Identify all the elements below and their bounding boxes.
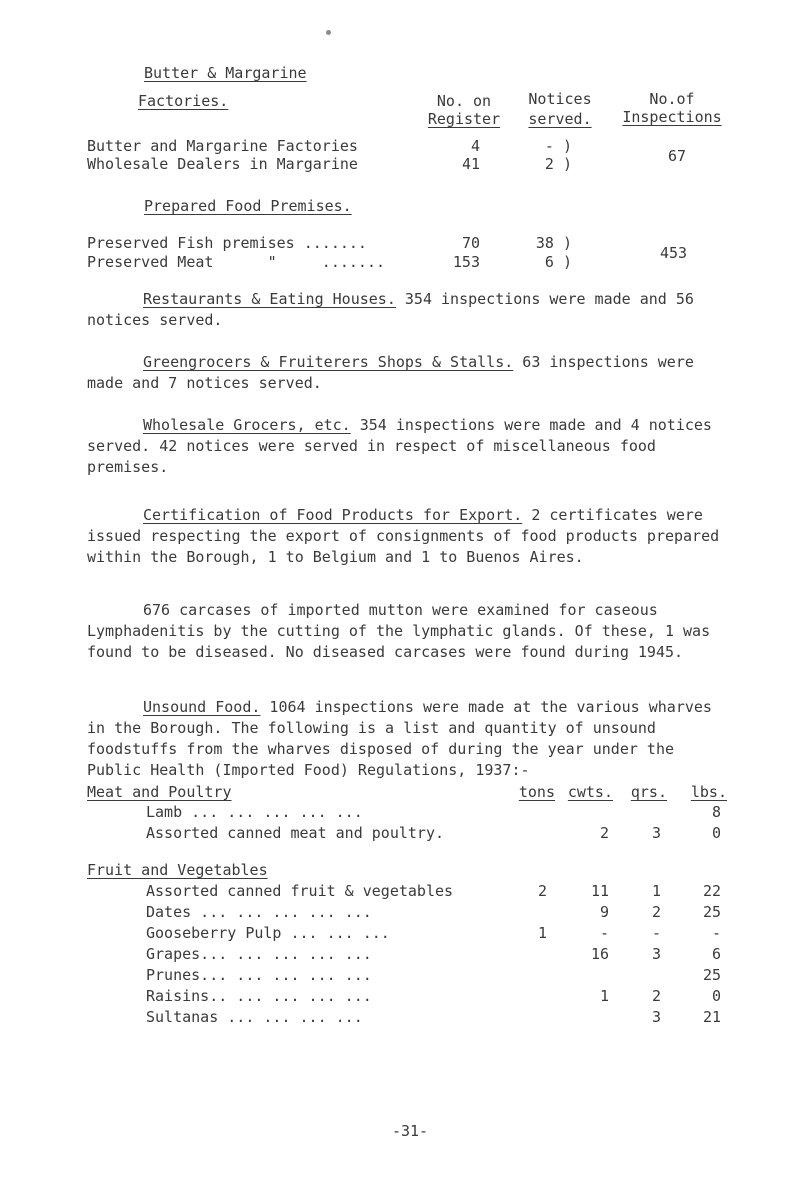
header-inspections-line1: No.of xyxy=(649,90,695,108)
food-item-cwts: 16 xyxy=(590,945,609,963)
food-item-cwts: 11 xyxy=(590,882,609,900)
food-item-lbs: 0 xyxy=(711,824,721,842)
paragraph-certification xyxy=(87,505,737,568)
food-item-label: Grapes... ... ... ... ... xyxy=(146,945,372,963)
food-item-label: Assorted canned meat and poultry. xyxy=(146,824,445,842)
header-notices-line2: served. xyxy=(528,110,592,128)
paragraph-unsound xyxy=(87,697,737,781)
butter-row-notices: 2 ) xyxy=(544,155,572,173)
unsound-heading: Unsound Food. xyxy=(143,698,261,716)
food-item-cwts: 1 xyxy=(599,987,609,1005)
prepared-row-notices: 38 ) xyxy=(535,234,572,252)
food-item-label: Assorted canned fruit & vegetables xyxy=(146,882,454,900)
prepared-row-notices: 6 ) xyxy=(544,253,572,271)
column-tons: tons xyxy=(518,783,555,801)
food-item-label: Prunes... ... ... ... ... xyxy=(146,966,372,984)
butter-heading-line1: Butter & Margarine xyxy=(144,64,307,82)
food-item-qrs: 2 xyxy=(651,903,661,921)
column-qrs: qrs. xyxy=(630,783,667,801)
food-item-lbs: 22 xyxy=(702,882,721,900)
food-item-cwts: 9 xyxy=(599,903,609,921)
food-item-qrs: 3 xyxy=(651,1008,661,1026)
food-item-lbs: 25 xyxy=(702,966,721,984)
prepared-heading: Prepared Food Premises. xyxy=(144,197,352,215)
column-cwts: cwts. xyxy=(567,783,613,801)
prepared-row-label: Preserved Meat " ....... xyxy=(87,253,386,271)
paragraph-wholesale xyxy=(87,415,737,478)
prepared-row-label: Preserved Fish premises ....... xyxy=(87,234,367,252)
food-item-lbs: - xyxy=(711,924,721,942)
ink-spot xyxy=(326,30,331,35)
certification-heading: Certification of Food Products for Export. xyxy=(143,506,523,524)
column-lbs: lbs. xyxy=(690,783,727,801)
food-item-lbs: 0 xyxy=(711,987,721,1005)
unsound-text: 1064 inspections were made at the various wharves in the Borough. The following is a list and quantity of unsound foodstuffs from the wharves disposed of during the year under the Public Health (Imported Food) Regulations, 1937:- xyxy=(87,698,712,779)
fruit-veg-heading: Fruit and Vegetables xyxy=(87,861,268,879)
food-item-tons: 1 xyxy=(537,924,547,942)
food-item-cwts: - xyxy=(599,924,609,942)
food-item-label: Dates ... ... ... ... ... xyxy=(146,903,372,921)
paragraph-greengrocers xyxy=(87,352,737,394)
header-register-line1: No. on xyxy=(436,92,492,110)
butter-row-register: 41 xyxy=(461,155,480,173)
food-item-qrs: 1 xyxy=(651,882,661,900)
food-item-label: Gooseberry Pulp ... ... ... xyxy=(146,924,390,942)
header-register-line2: Register xyxy=(427,110,501,128)
food-item-tons: 2 xyxy=(537,882,547,900)
prepared-inspections-value: 453 xyxy=(660,244,688,262)
butter-inspections-value: 67 xyxy=(668,147,687,165)
food-item-lbs: 21 xyxy=(702,1008,721,1026)
header-notices-line1: Notices xyxy=(528,90,592,108)
butter-row-register: 4 xyxy=(470,137,480,155)
paragraph-restaurants xyxy=(87,289,737,331)
page-number: -31- xyxy=(391,1122,429,1140)
greengrocers-text: 63 inspections were made and 7 notices served. xyxy=(87,353,694,392)
food-item-lbs: 8 xyxy=(711,803,721,821)
food-item-qrs: 3 xyxy=(651,824,661,842)
butter-heading-line2: Factories. xyxy=(138,92,229,110)
wholesale-text: 354 inspections were made and 4 notices served. 42 notices were served in respect of miscellaneous food premises. xyxy=(87,416,712,476)
certification-text: 2 certificates were issued respecting the export of consignments of food products prepared within the Borough, 1 to Belgium and 1 to Buenos Aires. xyxy=(87,506,720,566)
prepared-row-register: 70 xyxy=(461,234,480,252)
mutton-text: 676 carcases of imported mutton were examined for caseous Lymphadenitis by the cutting of the lymphatic glands. Of these, 1 was found to be diseased. No diseased carcases were found during 1945. xyxy=(87,601,711,661)
food-item-cwts: 2 xyxy=(599,824,609,842)
food-item-label: Lamb ... ... ... ... ... xyxy=(146,803,363,821)
food-item-label: Sultanas ... ... ... ... xyxy=(146,1008,363,1026)
restaurants-text: 354 inspections were made and 56 notices served. xyxy=(87,290,694,329)
wholesale-heading: Wholesale Grocers, etc. xyxy=(143,416,351,434)
meat-poultry-heading: Meat and Poultry xyxy=(87,783,232,801)
paragraph-mutton xyxy=(87,600,737,663)
food-item-label: Raisins.. ... ... ... ... xyxy=(146,987,372,1005)
prepared-row-register: 153 xyxy=(452,253,480,271)
food-item-lbs: 6 xyxy=(711,945,721,963)
butter-row-label: Wholesale Dealers in Margarine xyxy=(87,155,358,173)
header-inspections-line2: Inspections xyxy=(622,108,722,126)
butter-row-notices: - ) xyxy=(544,137,572,155)
food-item-qrs: - xyxy=(651,924,661,942)
butter-row-label: Butter and Margarine Factories xyxy=(87,137,358,155)
restaurants-heading: Restaurants & Eating Houses. xyxy=(143,290,396,308)
food-item-lbs: 25 xyxy=(702,903,721,921)
greengrocers-heading: Greengrocers & Fruiterers Shops & Stalls. xyxy=(143,353,514,371)
food-item-qrs: 3 xyxy=(651,945,661,963)
food-item-qrs: 2 xyxy=(651,987,661,1005)
